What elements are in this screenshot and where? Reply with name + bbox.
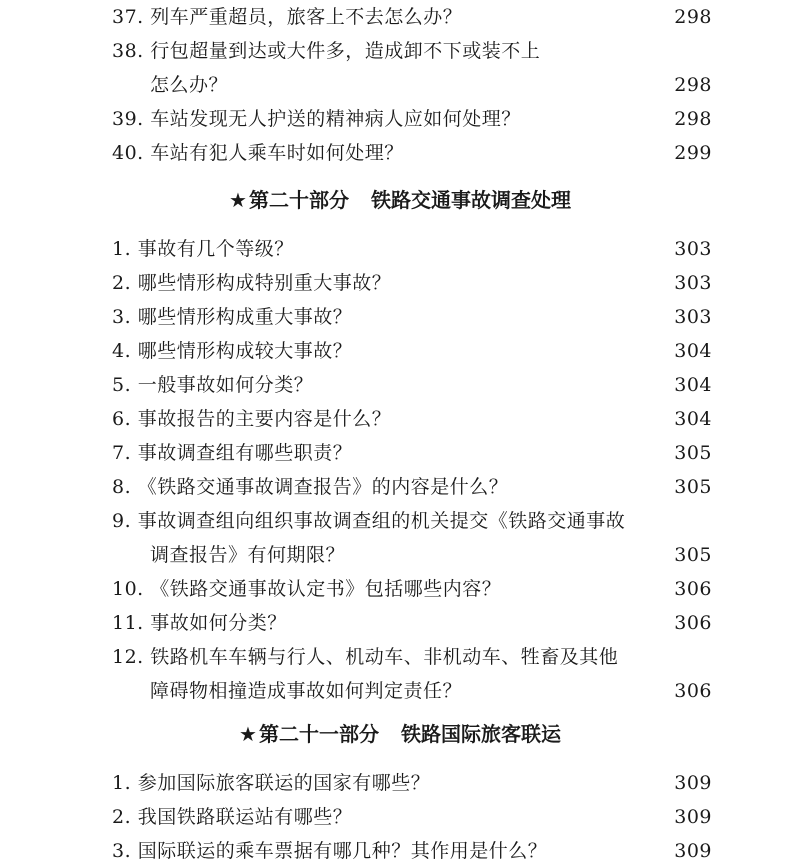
toc-entry xyxy=(0,266,800,300)
entry-title: 障碍物相撞造成事故如何判定责任？ xyxy=(150,680,463,702)
entry-title-text: 一般事故如何分类？ xyxy=(137,374,314,396)
entry-number: 9. xyxy=(112,510,132,532)
toc-entry xyxy=(0,834,800,868)
entry-number: 7. xyxy=(112,442,132,464)
toc-entry xyxy=(0,766,800,800)
page-number: 309 xyxy=(674,772,712,794)
entry-title-text: 行包超量到达或大件多，造成卸不下或装不上 xyxy=(150,40,541,62)
dot-leader xyxy=(515,572,670,606)
entry-title xyxy=(112,368,313,402)
page-number: 305 xyxy=(674,476,712,498)
entry-title xyxy=(112,606,287,640)
entry-title-text: 车站有犯人乘车时如何处理？ xyxy=(150,142,404,164)
page-number: 298 xyxy=(674,108,712,130)
entry-title xyxy=(112,0,462,34)
entry-title xyxy=(112,470,508,504)
entry-number: 5. xyxy=(112,374,132,396)
toc-entry xyxy=(0,640,800,674)
page-number: 304 xyxy=(674,340,712,362)
dot-leader xyxy=(301,606,670,640)
page-number: 306 xyxy=(674,578,712,600)
entry-title xyxy=(112,334,352,368)
entry-number: 39. xyxy=(112,108,144,130)
toc-entry xyxy=(0,232,800,266)
entry-title-text: 事故报告的主要内容是什么？ xyxy=(137,408,392,430)
star-icon: ★ xyxy=(229,188,247,212)
dot-leader xyxy=(242,68,670,102)
entry-number: 2. xyxy=(112,272,132,294)
page-number: 306 xyxy=(674,680,712,702)
dot-leader xyxy=(561,834,670,868)
dot-leader xyxy=(308,232,670,266)
entry-title xyxy=(112,834,547,868)
entry-number: 10. xyxy=(112,578,144,600)
entry-title-text: 哪些情形构成特别重大事故？ xyxy=(137,272,392,294)
entry-number: 1. xyxy=(112,772,132,794)
toc-entry xyxy=(0,102,800,136)
dot-leader xyxy=(535,102,670,136)
entry-title-text: 事故调查组有哪些职责？ xyxy=(137,442,353,464)
entry-title-text: 事故有几个等级？ xyxy=(137,238,294,260)
entry-title-text: 事故如何分类？ xyxy=(150,612,287,634)
dot-leader xyxy=(359,538,670,572)
entry-title xyxy=(112,102,521,136)
dot-leader xyxy=(405,266,670,300)
entry-number: 4. xyxy=(112,340,132,362)
section-part: 第二十部分 xyxy=(248,188,349,212)
entry-title xyxy=(112,640,618,674)
dot-leader xyxy=(327,368,670,402)
entry-title xyxy=(112,504,625,538)
dot-leader xyxy=(476,0,670,34)
entry-title-text: 《铁路交通事故认定书》包括哪些内容？ xyxy=(150,578,502,600)
dot-leader xyxy=(444,766,670,800)
toc-entry-line xyxy=(0,68,800,102)
entry-title xyxy=(112,34,540,68)
page-number: 303 xyxy=(674,272,712,294)
page-number: 305 xyxy=(674,442,712,464)
toc-entry xyxy=(0,334,800,368)
entry-number: 12. xyxy=(112,646,144,668)
entry-title-text: 铁路机车车辆与行人、机动车、非机动车、牲畜及其他 xyxy=(150,646,619,668)
entry-number: 40. xyxy=(112,142,144,164)
toc-entry xyxy=(0,402,800,436)
dot-leader xyxy=(405,402,670,436)
toc-entry xyxy=(0,34,800,68)
entry-number: 3. xyxy=(112,840,132,862)
entry-title-text: 参加国际旅客联运的国家有哪些？ xyxy=(137,772,431,794)
page-number: 304 xyxy=(674,408,712,430)
page-number: 299 xyxy=(674,142,712,164)
entry-title-text: 国际联运的乘车票据有哪几种？其作用是什么？ xyxy=(137,840,548,862)
entry-number: 1. xyxy=(112,238,132,260)
dot-leader xyxy=(418,136,670,170)
entry-title xyxy=(112,266,391,300)
entry-title xyxy=(112,232,294,266)
entry-title-text: 《铁路交通事故调查报告》的内容是什么？ xyxy=(137,476,509,498)
page-number: 305 xyxy=(674,544,712,566)
page-number: 309 xyxy=(674,840,712,862)
entry-number: 2. xyxy=(112,806,132,828)
entry-title-text: 事故调查组向组织事故调查组的机关提交《铁路交通事故 xyxy=(137,510,626,532)
dot-leader xyxy=(366,334,670,368)
entry-title xyxy=(112,766,430,800)
entry-title-text: 哪些情形构成较大事故？ xyxy=(137,340,353,362)
page-number: 298 xyxy=(674,74,712,96)
section-name: 铁路国际旅客联运 xyxy=(400,722,561,746)
toc-entry-line xyxy=(0,674,800,708)
toc-entry xyxy=(0,136,800,170)
section-part: 第二十一部分 xyxy=(258,722,379,746)
section-heading xyxy=(0,183,800,217)
entry-title-text: 我国铁路联运站有哪些？ xyxy=(137,806,353,828)
dot-leader xyxy=(522,470,670,504)
entry-number: 6. xyxy=(112,408,132,430)
entry-title xyxy=(112,300,352,334)
entry-title-text: 车站发现无人护送的精神病人应如何处理？ xyxy=(150,108,521,130)
dot-leader xyxy=(476,674,670,708)
page-number: 303 xyxy=(674,238,712,260)
toc-entry-line xyxy=(0,538,800,572)
dot-leader xyxy=(366,436,670,470)
entry-title xyxy=(112,572,501,606)
entry-title xyxy=(112,436,352,470)
toc-entry xyxy=(0,368,800,402)
page-number: 303 xyxy=(674,306,712,328)
entry-number: 37. xyxy=(112,6,144,28)
toc-entry xyxy=(0,606,800,640)
star-icon: ★ xyxy=(239,722,257,746)
entry-title-text: 列车严重超员，旅客上不去怎么办？ xyxy=(150,6,463,28)
section-heading xyxy=(0,717,800,751)
page-number: 309 xyxy=(674,806,712,828)
toc-entry xyxy=(0,300,800,334)
entry-title xyxy=(112,136,404,170)
entry-title: 调查报告》有何期限？ xyxy=(150,544,346,566)
toc-entry xyxy=(0,800,800,834)
entry-title-text: 哪些情形构成重大事故？ xyxy=(137,306,353,328)
dot-leader xyxy=(366,800,670,834)
toc-entry xyxy=(0,504,800,538)
entry-number: 11. xyxy=(112,612,144,634)
page-number: 304 xyxy=(674,374,712,396)
page-number: 298 xyxy=(674,6,712,28)
entry-number: 3. xyxy=(112,306,132,328)
page-number: 306 xyxy=(674,612,712,634)
entry-title xyxy=(112,402,391,436)
section-name: 铁路交通事故调查处理 xyxy=(370,188,571,212)
toc-entry xyxy=(0,436,800,470)
toc-entry xyxy=(0,470,800,504)
toc-entry xyxy=(0,0,800,34)
entry-title xyxy=(112,800,352,834)
entry-number: 38. xyxy=(112,40,144,62)
entry-number: 8. xyxy=(112,476,132,498)
dot-leader xyxy=(366,300,670,334)
entry-title: 怎么办？ xyxy=(150,74,229,96)
toc-entry xyxy=(0,572,800,606)
